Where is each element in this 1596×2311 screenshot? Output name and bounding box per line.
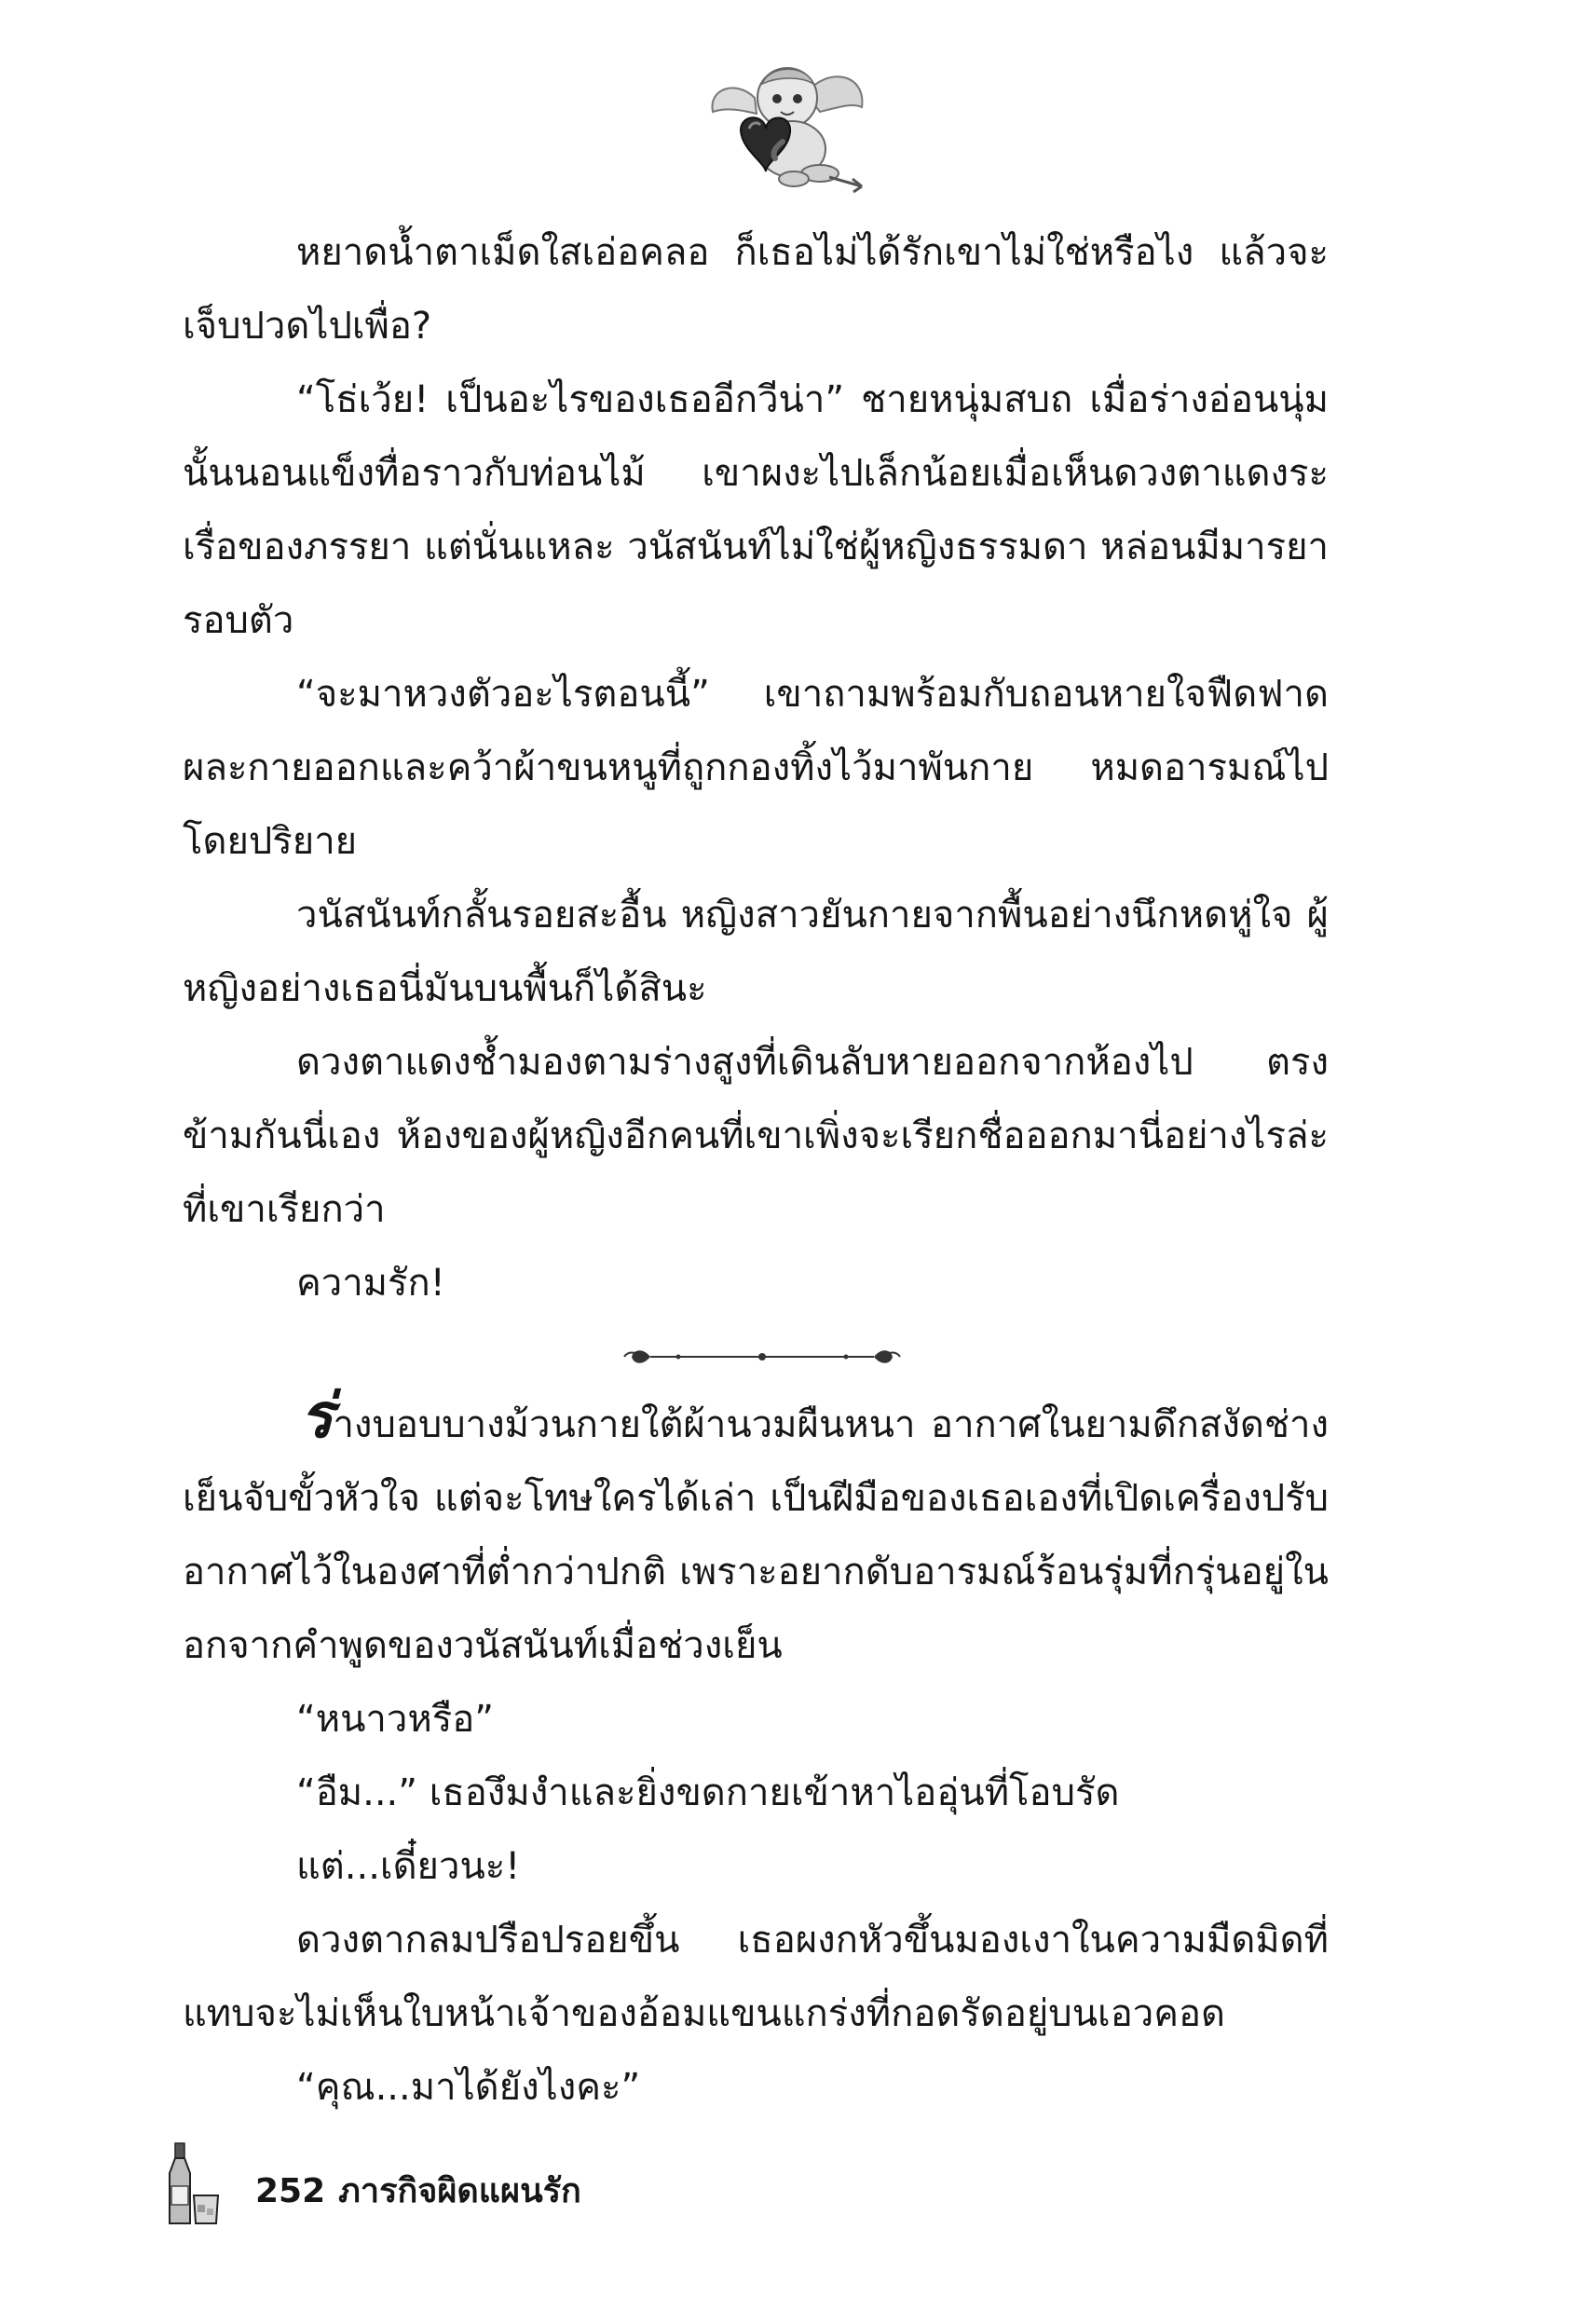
drop-cap: ร่ <box>300 1379 334 1452</box>
paragraph: ดวงตาแดงช้ำมองตามร่างสูงที่เดินลับหายออกจากห้องไป ตรงข้ามกันนี่เอง ห้องของผู้หญิงอีกคนที่เขาเพิ่งจะเรียกชื่อออกมานี่อย่างไรล่ะ ที่เขาเรียกว่า <box>183 1041 1329 1231</box>
paragraph: ดวงตากลมปรือปรอยขึ้น เธอผงกหัวขึ้นมองเงาในความมืดมิดที่แทบจะไม่เห็นใบหน้าเจ้าของอ้อมแขนแกร่งที่กอดรัดอยู่บนเอวคอด <box>183 1919 1329 2035</box>
footer-caption <box>255 2164 594 2217</box>
paragraph: “อืม...” เธองึมงำและยิ่งขดกายเข้าหาไออุ่นที่โอบรัด <box>296 1771 1120 1814</box>
opening-paragraph <box>183 1379 1329 1683</box>
paragraph: “จะมาหวงตัวอะไรตอนนี้” เขาถามพร้อมกับถอนหายใจฟืดฟาด ผละกายออกและคว้าผ้าขนหนูที่ถูกกองทิ้งไว้มาพันกาย หมดอารมณ์ไปโดยปริยาย <box>183 673 1329 863</box>
paragraph: หยาดน้ำตาเม็ดใสเอ่อคลอ ก็เธอไม่ได้รักเขาไม่ใช่หรือไง แล้วจะเจ็บปวดไปเพื่อ? <box>183 231 1329 348</box>
liquor-bottle-icon <box>162 2141 224 2227</box>
paragraph: “หนาวหรือ” <box>296 1698 494 1741</box>
page-footer <box>162 2141 721 2225</box>
section-1-body <box>183 216 1329 1320</box>
paragraph: “คุณ...มาได้ยังไงคะ” <box>296 2066 641 2109</box>
section-2-body <box>183 1379 1329 2125</box>
paragraph: ความรัก! <box>296 1262 445 1305</box>
section-divider-ornament <box>622 1338 902 1375</box>
book-title: ภารกิจผิดแผนรัก <box>338 2172 581 2210</box>
cupid-heart-icon <box>689 56 885 196</box>
opening-paragraph-text: างบอบบางม้วนกายใต้ผ้านวมผืนหนา อากาศในยามดึกสงัดช่างเย็นจับขั้วหัวใจ แต่จะโทษใครได้เล่า เป็นฝีมือของเธอเองที่เปิดเครื่องปรับอากาศไว้ในองศาที่ต่ำกว่าปกติ เพราะอยากดับอารมณ์ร้อนรุ่มที่กรุ่นอยู่ในอกจากคำพูดของวนัสนันท์เมื่อช่วงเย็น <box>183 1403 1329 1667</box>
page-number: 252 <box>255 2172 326 2210</box>
paragraph: แต่...เดี๋ยวนะ! <box>296 1845 521 1888</box>
paragraph: วนัสนันท์กลั้นรอยสะอื้น หญิงสาวยันกายจากพื้นอย่างนึกหดหู่ใจ ผู้หญิงอย่างเธอนี่มันบนพื้นก็ได้สินะ <box>183 894 1329 1010</box>
paragraph: “โธ่เว้ย! เป็นอะไรของเธออีกวีน่า” ชายหนุ่มสบถ เมื่อร่างอ่อนนุ่มนั้นนอนแข็งทื่อราวกับท่อนไม้ เขาผงะไปเล็กน้อยเมื่อเห็นดวงตาแดงระเรื่อของภรรยา แต่นั่นแหละ วนัสนันท์ไม่ใช่ผู้หญิงธรรมดา หล่อนมีมารยารอบตัว <box>183 378 1329 642</box>
